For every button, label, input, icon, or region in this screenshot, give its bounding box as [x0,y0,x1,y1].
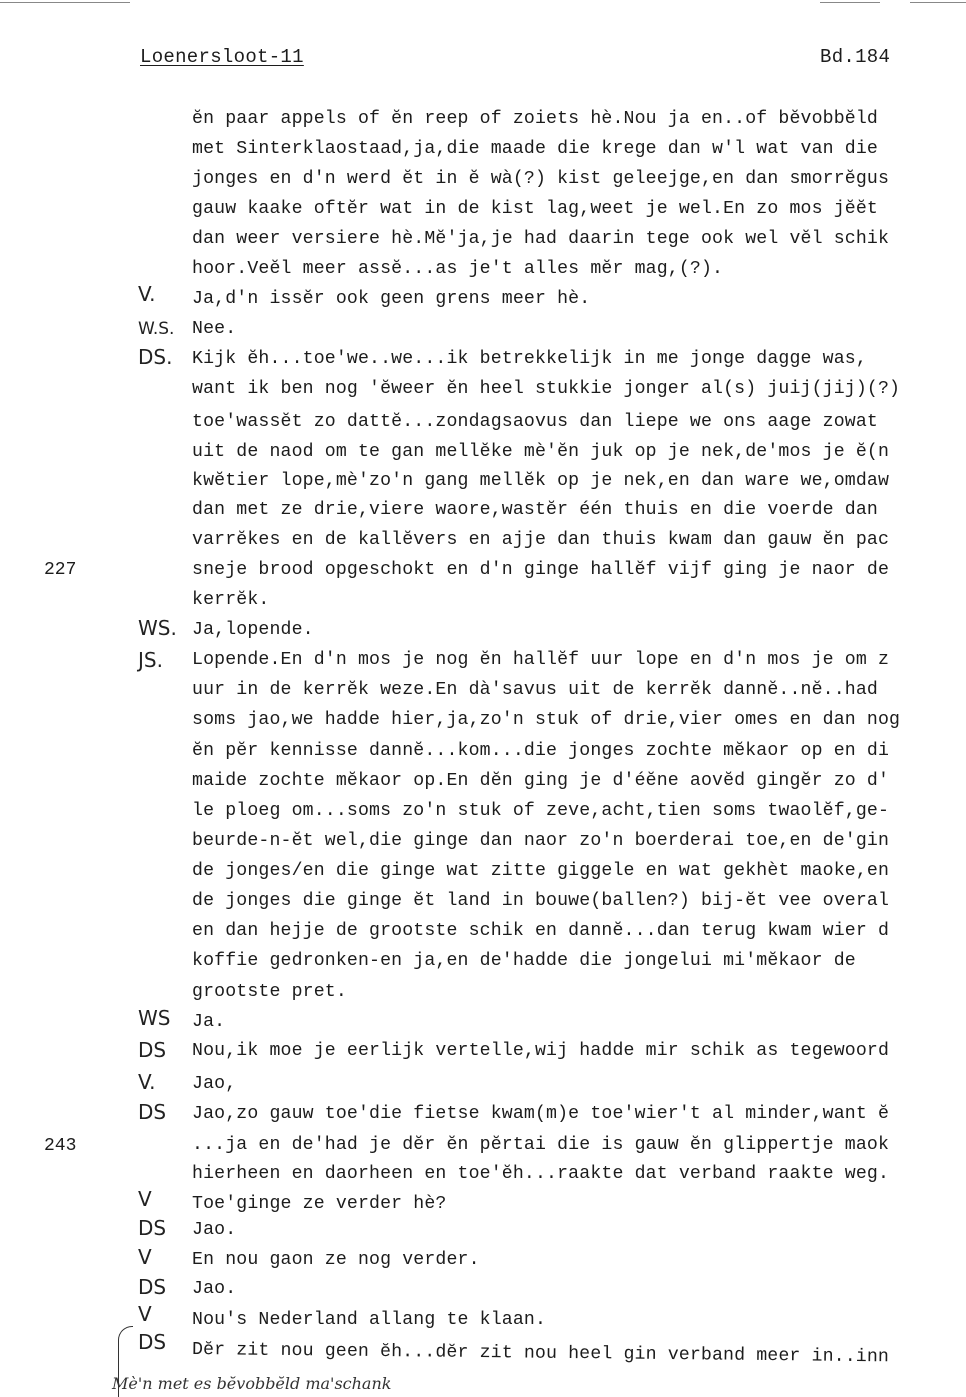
speaker-mark: WS. [138,616,177,640]
speaker-mark: DS [138,1216,167,1240]
speaker-mark: DS [138,1330,167,1354]
speaker-mark: V [138,1302,152,1326]
top-rule [0,2,130,3]
transcript-line: Ja. [192,1012,226,1032]
transcript-line: soms jao,we hadde hier,ja,zo'n stuk of drie,vier omes en dan nog [192,710,901,730]
transcript-line: maide zochte mĕkaor op.En dĕn ging je d'éĕne aovĕd gingĕr zo d' [192,771,890,791]
line-number: 227 [44,560,77,580]
transcript-line: Jao. [192,1220,237,1240]
transcript-line: want ik ben nog 'ĕweer ĕn heel stukkie jonger al(s) juij(jij)(?) [192,379,901,399]
transcript-line: Dĕr zit nou geen ĕh...dĕr zit nou heel gin verband meer in..inn [191,1340,890,1368]
page-reference: Bd.184 [820,46,891,68]
transcript-line: Kijk ĕh...toe'we..we...ik betrekkelijk in me jonge dagge was, [192,349,867,369]
transcript-line: Jao, [192,1074,237,1094]
transcript-line: Jao,zo gauw toe'die fietse kwam(m)e toe'wier't al minder,want ĕ [192,1104,890,1124]
transcript-line: Jao. [192,1279,237,1299]
transcript-line: beurde-n-ĕt wel,die ginge dan naor zo'n boerderai toe,en de'gin [192,831,890,851]
speaker-mark: DS [138,1038,167,1062]
line-number: 243 [44,1136,77,1156]
transcript-line: kwĕtier lope,mè'zo'n gang mellĕk op je nek,en dan ware we,omdaw [192,471,890,491]
transcript-line: de jonges die ginge ĕt land in bouwe(ballen?) bij-ĕt vee overal [192,891,890,911]
transcript-line: toe'wassĕt zo dattĕ...zondagsaovus dan liepe we ons aage zowat [192,412,878,432]
top-rule [820,2,880,3]
transcript-line: en dan hejje de grootste schik en dannĕ...dan terug kwam wier d [192,921,890,941]
document-title: Loenersloot-11 [140,46,304,68]
transcript-line: hoor.Veĕl meer assĕ...as je't alles mĕr mag,(?). [192,259,724,279]
transcript-line: gauw kaake oftĕr wat in de kist lag,weet je wel.En zo mos jĕĕt [192,199,878,219]
speaker-mark: V. [138,1070,156,1094]
speaker-mark: DS [138,1275,167,1299]
transcript-line: Nou,ik moe je eerlijk vertelle,wij hadde mir schik as tegewoord [192,1041,890,1061]
speaker-mark: JS. [138,648,163,672]
speaker-mark: W.S. [138,319,175,339]
handwritten-note: Mè'n met es bĕvobbĕld ma'schank [112,1374,392,1393]
transcript-line: Nou's Nederland allang te klaan. [192,1310,547,1330]
transcript-line: dan weer versiere hè.Mĕ'ja,je had daarin tege ook wel vĕl schik [192,229,890,249]
transcript-line: En nou gaon ze nog verder. [192,1250,480,1270]
transcript-line: grootste pret. [192,982,347,1002]
transcript-line: dan met ze drie,viere waore,wastĕr één thuis en die voerde dan [192,500,878,520]
top-rule [910,2,966,3]
speaker-mark: V [138,1245,152,1269]
transcript-line: Toe'ginge ze verder hè? [192,1194,447,1214]
transcript-line: koffie gedronken-en ja,en de'hadde die jongelui mi'mĕkaor de [192,951,856,971]
transcript-line: ĕn paar appels of ĕn reep of zoiets hè.Nou ja en..of bĕvobbĕld [192,109,878,129]
speaker-mark: DS [138,1100,167,1124]
transcript-line: met Sinterklaostaad,ja,die maade die krege dan w'l wat van die [192,139,878,159]
transcript-line: sneje brood opgeschokt en d'n ginge hallĕf vijf ging je naor de [192,560,890,580]
transcript-line: Nee. [192,319,237,339]
speaker-mark: V. [138,282,156,306]
transcript-line: uit de naod om te gan mellĕke mè'ĕn juk op je nek,de'mos je ĕ(n [192,442,890,462]
transcript-line: ...ja en de'had je dĕr ĕn pĕrtai die is gauw ĕn glippertje maok [192,1135,890,1155]
transcript-line: varrĕkes en de kallĕvers en ajje dan thuis kwam dan gauw ĕn pac [192,530,890,550]
transcript-line: hierheen en daorheen en toe'ĕh...raakte dat verband raakte weg. [192,1164,890,1184]
transcript-line: jonges en d'n werd ĕt in ĕ wà(?) kist geleejge,en dan smorrĕgus [192,169,890,189]
speaker-mark: DS. [138,345,173,369]
speaker-mark: WS [138,1006,171,1030]
transcript-line: ĕn pĕr kennisse dannĕ...kom...die jonges zochte mĕkaor op en di [192,741,890,761]
transcript-line: le ploeg om...soms zo'n stuk of zeve,acht,tien soms twaolĕf,ge- [192,801,890,821]
transcript-line: kerrĕk. [192,590,270,610]
transcript-line: Ja,lopende. [192,620,314,640]
speaker-mark: V [138,1187,152,1211]
transcript-line: uur in de kerrĕk weze.En dà'savus uit de kerrĕk dannĕ..nĕ..had [192,680,878,700]
transcript-line: Ja,d'n issĕr ook geen grens meer hè. [192,289,591,309]
transcript-line: de jonges/en die ginge wat zitte giggele en wat gekhèt maoke,en [192,861,890,881]
transcript-line: Lopende.En d'n mos je nog ĕn hallĕf uur lope en d'n mos je om z [192,650,890,670]
